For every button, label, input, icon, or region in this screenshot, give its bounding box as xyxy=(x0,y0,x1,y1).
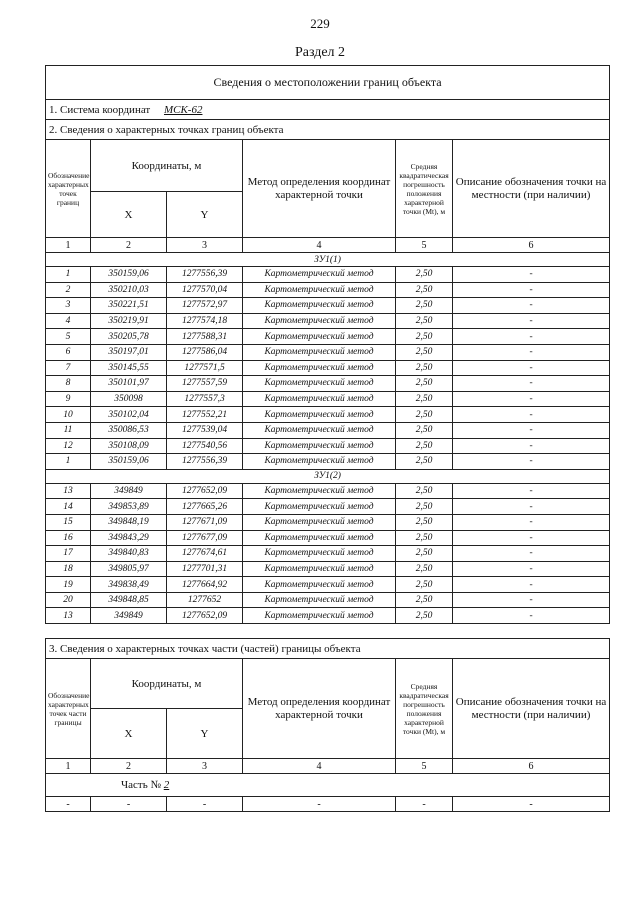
description-cell: - xyxy=(453,483,610,499)
method-cell: Картометрический метод xyxy=(243,608,396,624)
point-number: 2 xyxy=(46,282,91,298)
description-cell: - xyxy=(453,422,610,438)
point-number: 19 xyxy=(46,577,91,593)
coord-x: 349848,85 xyxy=(91,592,167,608)
coord-system xyxy=(46,100,610,120)
method-cell: Картометрический метод xyxy=(243,329,396,345)
empty-part-row xyxy=(46,797,610,812)
coord-x: 350159,06 xyxy=(91,454,167,470)
accuracy-cell: 2,50 xyxy=(396,422,453,438)
coord-y: 1277588,31 xyxy=(167,329,243,345)
point-number: 20 xyxy=(46,592,91,608)
coord-x: 349805,97 xyxy=(91,561,167,577)
group-label: ЗУ1(2) xyxy=(46,469,610,483)
coord-x: 350210,03 xyxy=(91,282,167,298)
accuracy-cell: 2,50 xyxy=(396,546,453,562)
table-row xyxy=(46,422,610,438)
method-cell: Картометрический метод xyxy=(243,499,396,515)
section2-row xyxy=(46,120,610,140)
table-row xyxy=(46,360,610,376)
coord-y: 1277665,26 xyxy=(167,499,243,515)
method-cell: Картометрический метод xyxy=(243,267,396,283)
column-number: 1 xyxy=(46,759,91,774)
coord-y: 1277674,61 xyxy=(167,546,243,562)
coord-y: 1277671,09 xyxy=(167,514,243,530)
table-row xyxy=(46,407,610,423)
coord-x: 350197,01 xyxy=(91,344,167,360)
accuracy-cell: 2,50 xyxy=(396,561,453,577)
accuracy-cell: 2,50 xyxy=(396,282,453,298)
coord-y: 1277552,21 xyxy=(167,407,243,423)
group-row xyxy=(46,253,610,267)
header-x: X xyxy=(91,192,167,238)
accuracy-cell: 2,50 xyxy=(396,391,453,407)
column-numbers-row xyxy=(46,238,610,253)
coord-y: 1277571,5 xyxy=(167,360,243,376)
part-row xyxy=(46,774,610,797)
table-row xyxy=(46,514,610,530)
method-cell: Картометрический метод xyxy=(243,391,396,407)
point-number: 7 xyxy=(46,360,91,376)
coord-y: 1277556,39 xyxy=(167,267,243,283)
point-number: 5 xyxy=(46,329,91,345)
table-row xyxy=(46,454,610,470)
coord-y: 1277652 xyxy=(167,592,243,608)
table-row xyxy=(46,546,610,562)
column-number: 4 xyxy=(243,238,396,253)
table-row xyxy=(46,298,610,314)
accuracy-cell: 2,50 xyxy=(396,313,453,329)
column-numbers-row xyxy=(46,759,610,774)
point-number: 15 xyxy=(46,514,91,530)
coord-x: 350102,04 xyxy=(91,407,167,423)
header-description: Описание обозначения точки на местности (при наличии) xyxy=(453,659,610,759)
header-y: Y xyxy=(167,192,243,238)
coord-system-value: МСК-62 xyxy=(163,103,203,116)
method-cell: Картометрический метод xyxy=(243,376,396,392)
table-cell: - xyxy=(453,797,610,812)
coord-y: 1277539,04 xyxy=(167,422,243,438)
table-row xyxy=(46,592,610,608)
header-coordinates: Координаты, м xyxy=(91,659,243,709)
method-cell: Картометрический метод xyxy=(243,438,396,454)
description-cell: - xyxy=(453,577,610,593)
accuracy-cell: 2,50 xyxy=(396,438,453,454)
description-cell: - xyxy=(453,530,610,546)
accuracy-cell: 2,50 xyxy=(396,267,453,283)
description-cell: - xyxy=(453,592,610,608)
description-cell: - xyxy=(453,438,610,454)
coord-x: 350221,51 xyxy=(91,298,167,314)
header-part-point-designation: Обозначение характерных точек части границы xyxy=(46,659,91,759)
table-row xyxy=(46,483,610,499)
point-number: 6 xyxy=(46,344,91,360)
table-cell: - xyxy=(91,797,167,812)
description-cell: - xyxy=(453,454,610,470)
method-cell: Картометрический метод xyxy=(243,454,396,470)
method-cell: Картометрический метод xyxy=(243,530,396,546)
coord-x: 350101,97 xyxy=(91,376,167,392)
description-cell: - xyxy=(453,313,610,329)
coord-y: 1277557,59 xyxy=(167,376,243,392)
description-cell: - xyxy=(453,391,610,407)
table-title: Сведения о местоположении границ объекта xyxy=(46,66,610,100)
method-cell: Картометрический метод xyxy=(243,422,396,438)
coord-x: 350159,06 xyxy=(91,267,167,283)
point-number: 4 xyxy=(46,313,91,329)
accuracy-cell: 2,50 xyxy=(396,407,453,423)
coord-y: 1277586,04 xyxy=(167,344,243,360)
point-number: 13 xyxy=(46,608,91,624)
header-x: X xyxy=(91,709,167,759)
header-row-1 xyxy=(46,140,610,192)
column-number: 3 xyxy=(167,759,243,774)
table-row xyxy=(46,344,610,360)
point-number: 10 xyxy=(46,407,91,423)
method-cell: Картометрический метод xyxy=(243,313,396,329)
point-number: 16 xyxy=(46,530,91,546)
page-number: 229 xyxy=(310,16,330,31)
method-cell: Картометрический метод xyxy=(243,344,396,360)
description-cell: - xyxy=(453,329,610,345)
table-row xyxy=(46,267,610,283)
description-cell: - xyxy=(453,282,610,298)
column-number: 4 xyxy=(243,759,396,774)
accuracy-cell: 2,50 xyxy=(396,608,453,624)
section2-title: 2. Сведения о характерных точках границ объекта xyxy=(46,120,610,140)
part-label xyxy=(46,774,610,797)
method-cell: Картометрический метод xyxy=(243,546,396,562)
table-cell: - xyxy=(243,797,396,812)
column-number: 3 xyxy=(167,238,243,253)
coord-x: 350108,09 xyxy=(91,438,167,454)
point-number: 13 xyxy=(46,483,91,499)
description-cell: - xyxy=(453,561,610,577)
column-number: 5 xyxy=(396,238,453,253)
table-row xyxy=(46,282,610,298)
part-number: 2 xyxy=(163,779,170,791)
method-cell: Картометрический метод xyxy=(243,561,396,577)
table-row xyxy=(46,313,610,329)
description-cell: - xyxy=(453,298,610,314)
point-number: 11 xyxy=(46,422,91,438)
coord-y: 1277557,3 xyxy=(167,391,243,407)
header-y: Y xyxy=(167,709,243,759)
method-cell: Картометрический метод xyxy=(243,360,396,376)
description-cell: - xyxy=(453,608,610,624)
column-number: 2 xyxy=(91,238,167,253)
table-cell: - xyxy=(396,797,453,812)
header-accuracy: Средняя квадратическая погрешность положения характерной точки (Mt), м xyxy=(396,659,453,759)
accuracy-cell: 2,50 xyxy=(396,329,453,345)
accuracy-cell: 2,50 xyxy=(396,499,453,515)
accuracy-cell: 2,50 xyxy=(396,483,453,499)
section-title: Раздел 2 xyxy=(294,45,346,60)
coord-y: 1277701,31 xyxy=(167,561,243,577)
column-number: 6 xyxy=(453,759,610,774)
point-number: 12 xyxy=(46,438,91,454)
table-cell: - xyxy=(167,797,243,812)
coord-x: 350145,55 xyxy=(91,360,167,376)
table-row xyxy=(46,438,610,454)
header-method: Метод определения координат характерной точки xyxy=(243,140,396,238)
parts-header-row-1 xyxy=(46,659,610,709)
description-cell: - xyxy=(453,344,610,360)
description-cell: - xyxy=(453,546,610,562)
method-cell: Картометрический метод xyxy=(243,592,396,608)
part-label-text: Часть № xyxy=(121,779,161,791)
accuracy-cell: 2,50 xyxy=(396,577,453,593)
header-method: Метод определения координат характерной точки xyxy=(243,659,396,759)
coord-x: 350086,53 xyxy=(91,422,167,438)
table-row xyxy=(46,329,610,345)
accuracy-cell: 2,50 xyxy=(396,514,453,530)
coord-x: 349849 xyxy=(91,483,167,499)
point-number: 17 xyxy=(46,546,91,562)
coord-y: 1277574,18 xyxy=(167,313,243,329)
table-row xyxy=(46,376,610,392)
coord-x: 349853,89 xyxy=(91,499,167,515)
point-number: 18 xyxy=(46,561,91,577)
point-number: 1 xyxy=(46,267,91,283)
coord-x: 349840,83 xyxy=(91,546,167,562)
description-cell: - xyxy=(453,267,610,283)
group-label: ЗУ1(1) xyxy=(46,253,610,267)
method-cell: Картометрический метод xyxy=(243,298,396,314)
point-number: 8 xyxy=(46,376,91,392)
header-accuracy: Средняя квадратическая погрешность положения характерной точки (Mt), м xyxy=(396,140,453,238)
coord-x: 349848,19 xyxy=(91,514,167,530)
coord-y: 1277652,09 xyxy=(167,608,243,624)
coord-system-row xyxy=(46,100,610,120)
description-cell: - xyxy=(453,407,610,423)
coord-x: 349838,49 xyxy=(91,577,167,593)
coord-y: 1277556,39 xyxy=(167,454,243,470)
method-cell: Картометрический метод xyxy=(243,282,396,298)
table-row xyxy=(46,530,610,546)
table-row xyxy=(46,391,610,407)
point-number: 9 xyxy=(46,391,91,407)
description-cell: - xyxy=(453,499,610,515)
section3-title: 3. Сведения о характерных точках части (частей) границы объекта xyxy=(46,639,610,659)
table-title-row xyxy=(46,66,610,100)
group-row xyxy=(46,469,610,483)
coord-y: 1277664,92 xyxy=(167,577,243,593)
coord-x: 349849 xyxy=(91,608,167,624)
column-number: 5 xyxy=(396,759,453,774)
accuracy-cell: 2,50 xyxy=(396,344,453,360)
description-cell: - xyxy=(453,360,610,376)
point-number: 1 xyxy=(46,454,91,470)
accuracy-cell: 2,50 xyxy=(396,592,453,608)
accuracy-cell: 2,50 xyxy=(396,360,453,376)
parts-table xyxy=(45,638,610,812)
point-number: 14 xyxy=(46,499,91,515)
method-cell: Картометрический метод xyxy=(243,407,396,423)
method-cell: Картометрический метод xyxy=(243,514,396,530)
table-row xyxy=(46,499,610,515)
coord-y: 1277677,09 xyxy=(167,530,243,546)
coord-y: 1277572,97 xyxy=(167,298,243,314)
section3-row xyxy=(46,639,610,659)
coord-x: 350219,91 xyxy=(91,313,167,329)
column-number: 6 xyxy=(453,238,610,253)
coord-y: 1277652,09 xyxy=(167,483,243,499)
method-cell: Картометрический метод xyxy=(243,483,396,499)
coord-x: 349843,29 xyxy=(91,530,167,546)
accuracy-cell: 2,50 xyxy=(396,298,453,314)
table-cell: - xyxy=(46,797,91,812)
coord-system-label: 1. Система координат xyxy=(49,103,151,116)
boundary-table xyxy=(45,65,610,624)
header-coordinates: Координаты, м xyxy=(91,140,243,192)
header-point-designation: Обозначение характерных точек границ xyxy=(46,140,91,238)
coord-x: 350205,78 xyxy=(91,329,167,345)
coord-y: 1277540,56 xyxy=(167,438,243,454)
description-cell: - xyxy=(453,376,610,392)
point-number: 3 xyxy=(46,298,91,314)
table-row xyxy=(46,561,610,577)
column-number: 2 xyxy=(91,759,167,774)
accuracy-cell: 2,50 xyxy=(396,454,453,470)
table-row xyxy=(46,608,610,624)
coord-x: 350098 xyxy=(91,391,167,407)
header-description: Описание обозначения точки на местности (при наличии) xyxy=(453,140,610,238)
coord-y: 1277570,04 xyxy=(167,282,243,298)
column-number: 1 xyxy=(46,238,91,253)
accuracy-cell: 2,50 xyxy=(396,530,453,546)
accuracy-cell: 2,50 xyxy=(396,376,453,392)
description-cell: - xyxy=(453,514,610,530)
table-row xyxy=(46,577,610,593)
method-cell: Картометрический метод xyxy=(243,577,396,593)
